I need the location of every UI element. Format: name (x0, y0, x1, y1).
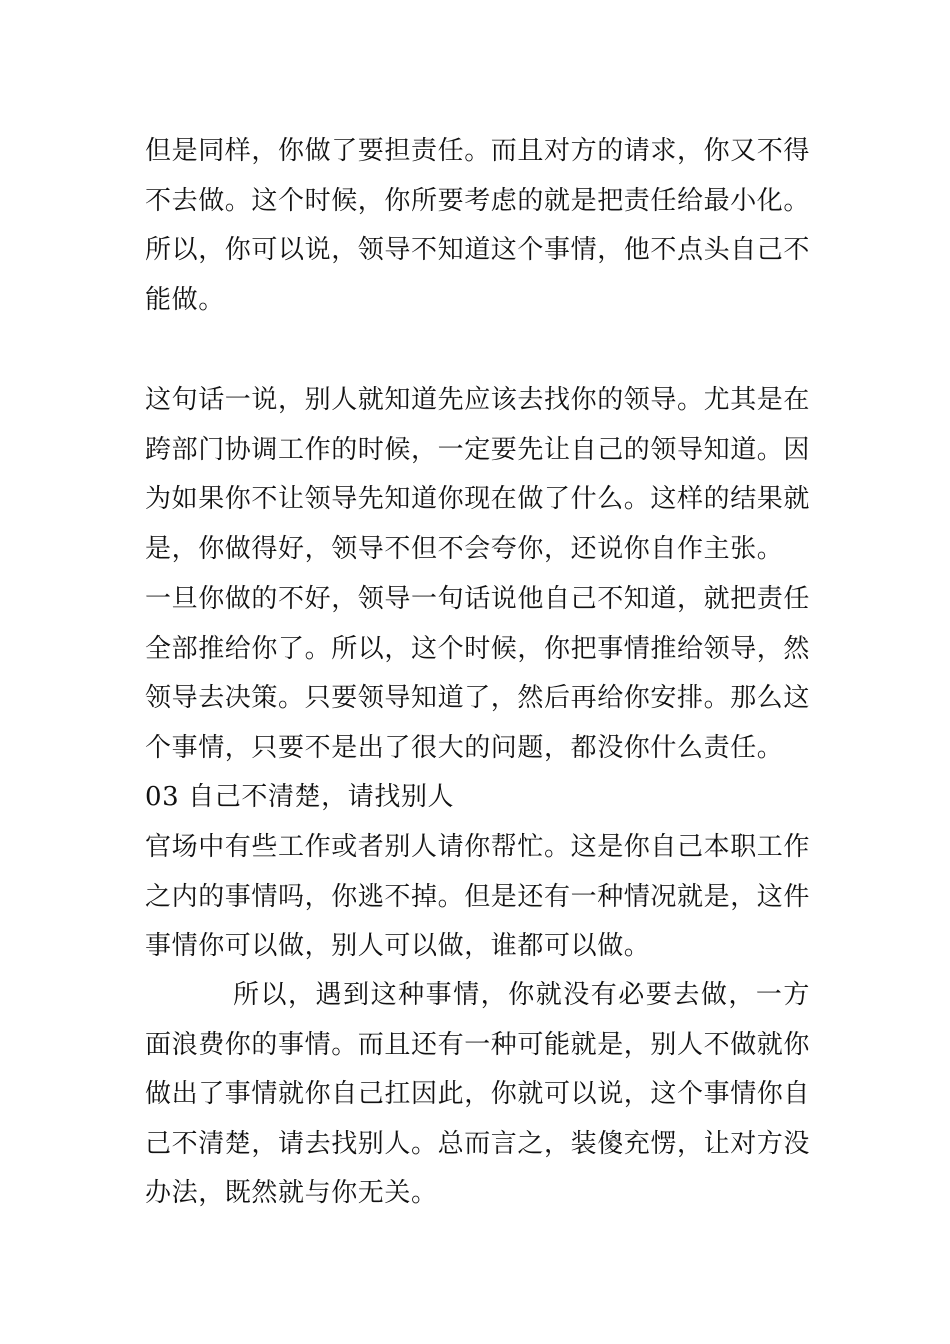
paragraph-work-types: 官场中有些工作或者别人请你帮忙。这是你自己本职工作之内的事情吗，你逃不掉。但是还有一种情况就是，这件事情你可以做，别人可以做，谁都可以做。 (145, 832, 811, 961)
paragraph-responsibility: 但是同样，你做了要担责任。而且对方的请求，你又不得不去做。这个时候，你所要考虑的就是把责任给最小化。所以，你可以说，领导不知道这个事情，他不点头自己不能做。 (145, 136, 811, 315)
section-heading: 03 自己不清楚，请找别人 (145, 782, 455, 812)
paragraph-leader-first: 这句话一说，别人就知道先应该去找你的领导。尤其是在跨部门协调工作的时候，一定要先让自己的领导知道。因为如果你不让领导先知道你现在做了什么。这样的结果就是，你做得好，领导不但不会夸你，还说你自作主张。 (145, 385, 811, 564)
paragraph-find-others: 所以，遇到这种事情，你就没有必要去做，一方面浪费你的事情。而且还有一种可能就是，别人不做就你做出了事情就你自己扛因此，你就可以说，这个事情你自己不清楚，请去找别人。总而言之，装傻充愣，让对方没办法，既然就与你无关。 (145, 980, 811, 1208)
paragraph-leader-decides: 一旦你做的不好，领导一句话说他自己不知道，就把责任全部推给你了。所以，这个时候，你把事情推给领导，然领导去决策。只要领导知道了，然后再给你安排。那么这个事情，只要不是出了很大的问题，都没你什么责任。 (145, 584, 811, 763)
